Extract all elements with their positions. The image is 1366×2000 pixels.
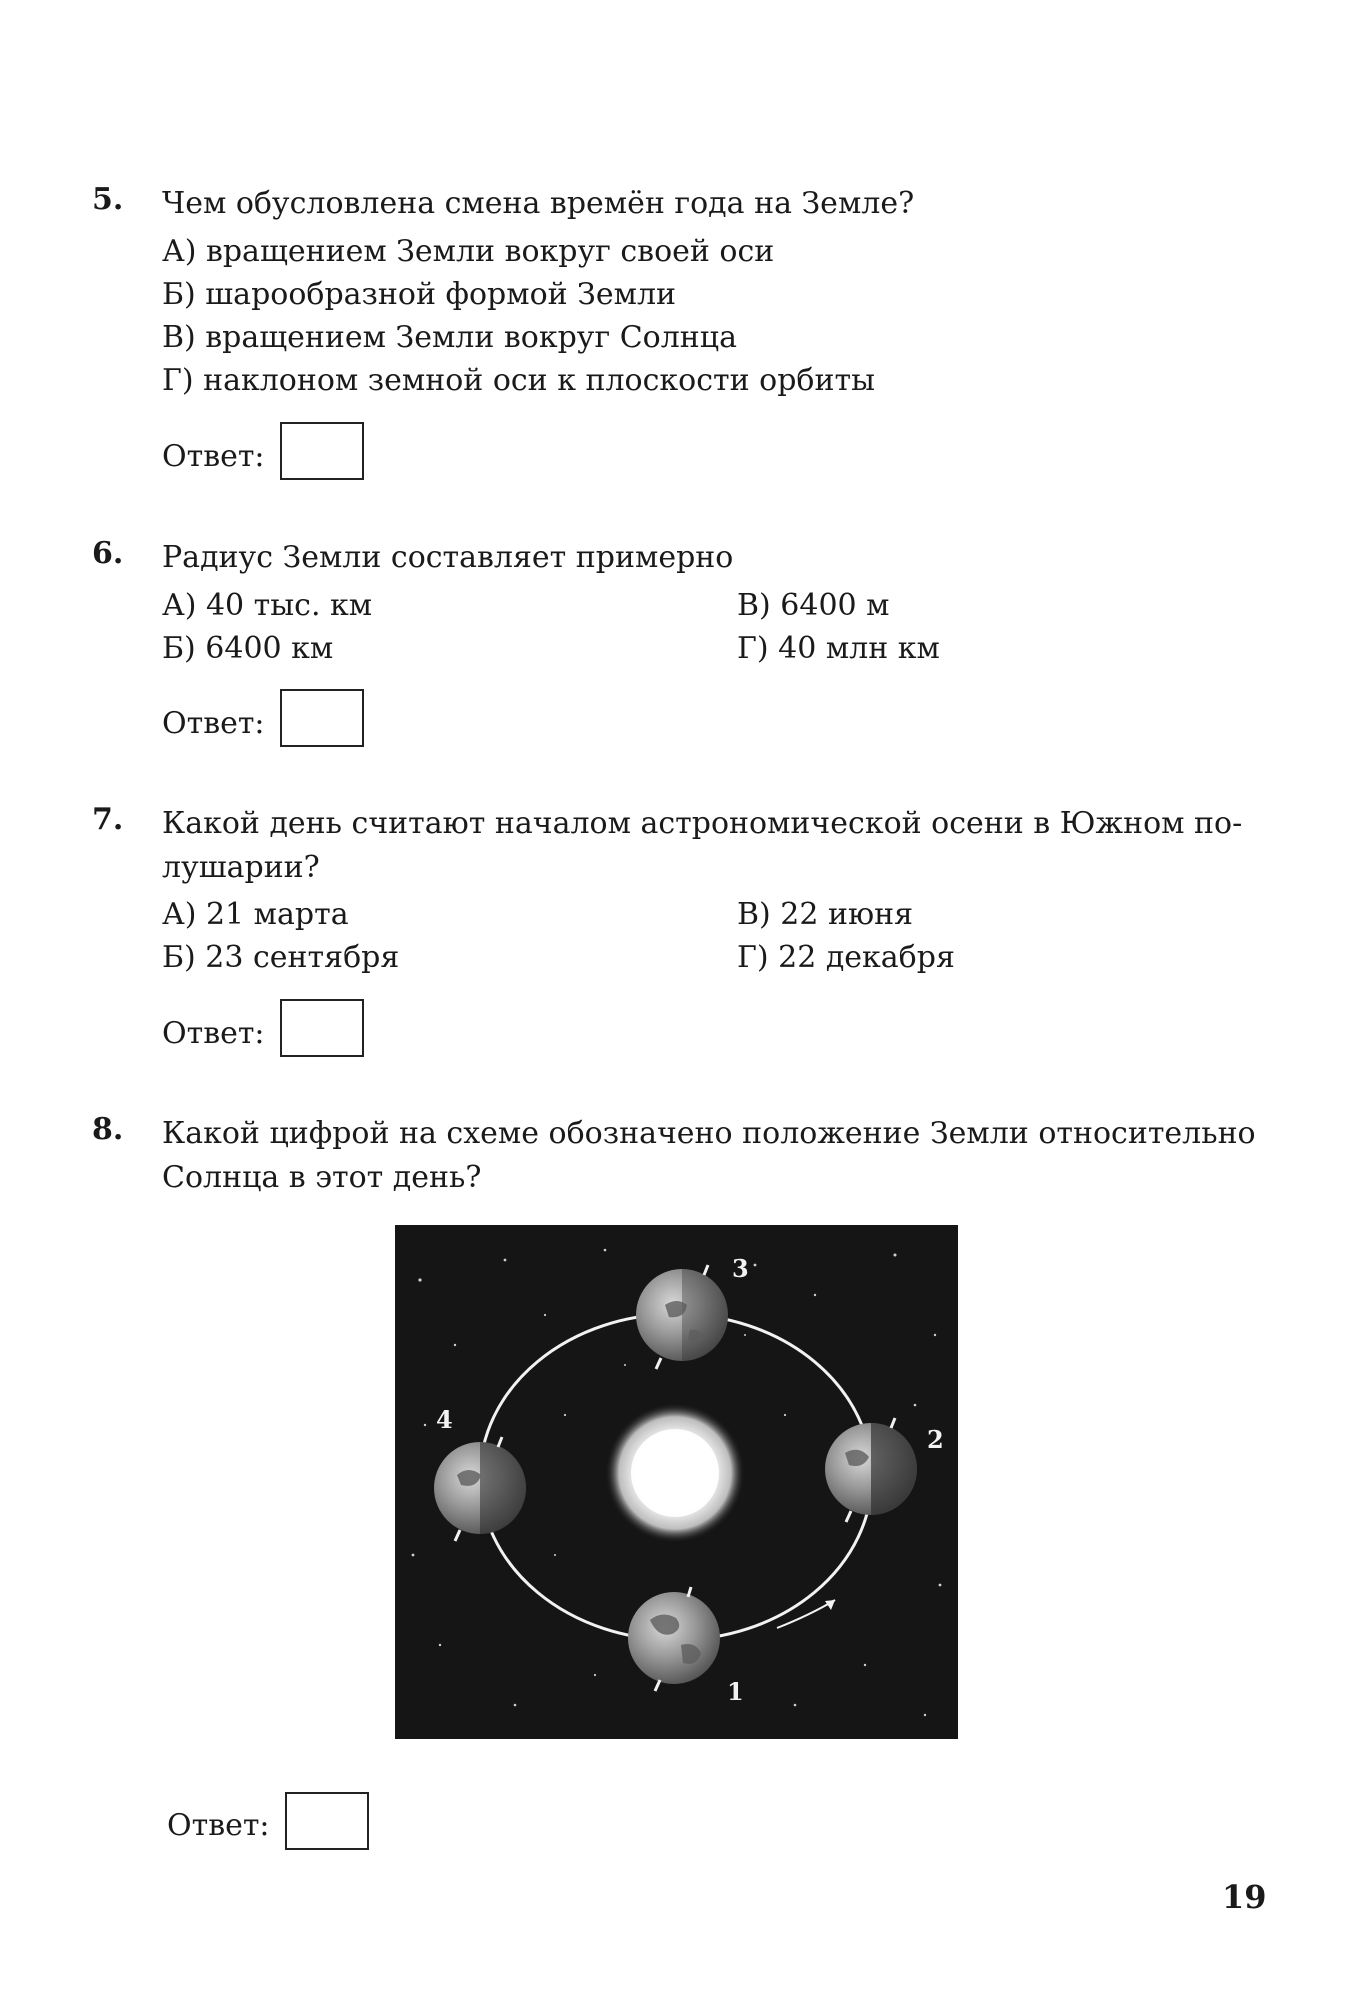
- task-8-answer-box[interactable]: [285, 1792, 369, 1850]
- question-line-1: Какой цифрой на схеме обозначено положение Земли относительно: [162, 1116, 1256, 1151]
- question-line-1: Какой день считают началом астрономической осени в Южном по-: [162, 806, 1243, 841]
- option-b[interactable]: Б) 6400 км: [162, 631, 334, 666]
- option-a[interactable]: А) 40 тыс. км: [162, 588, 373, 623]
- orbit-svg: [395, 1225, 958, 1739]
- option-d[interactable]: Г) наклоном земной оси к плоскости орбиты: [162, 363, 875, 398]
- option-c[interactable]: В) вращением Земли вокруг Солнца: [162, 320, 737, 355]
- direction-arrow: [777, 1600, 835, 1628]
- task-number: 6.: [92, 536, 124, 571]
- earth-position-2[interactable]: [825, 1418, 917, 1522]
- earth-position-4[interactable]: [434, 1437, 526, 1541]
- question-line-2: Солнца в этот день?: [162, 1160, 482, 1195]
- earth-orbit-diagram: [395, 1225, 958, 1739]
- answer-box[interactable]: [280, 999, 364, 1057]
- option-b[interactable]: Б) шарообразной формой Земли: [162, 277, 676, 312]
- page-number: 19: [1222, 1878, 1267, 1916]
- answer-box[interactable]: [280, 422, 364, 480]
- task-number: 7.: [92, 802, 124, 837]
- label-3: 3: [732, 1254, 749, 1283]
- earth-position-3[interactable]: [636, 1265, 728, 1369]
- question-text: Чем обусловлена смена времён года на Земле?: [162, 186, 915, 221]
- option-a[interactable]: А) 21 марта: [162, 897, 349, 932]
- option-a[interactable]: А) вращением Земли вокруг своей оси: [162, 234, 775, 269]
- option-c[interactable]: В) 6400 м: [737, 588, 890, 623]
- option-d[interactable]: Г) 22 декабря: [737, 940, 955, 975]
- question-text: [162, 1112, 1272, 1200]
- task-8-answer-label: Ответ:: [167, 1808, 270, 1843]
- task-number: 8.: [92, 1112, 124, 1147]
- answer-box[interactable]: [280, 689, 364, 747]
- question-text: [162, 802, 1272, 890]
- answer-label: Ответ:: [162, 706, 265, 741]
- option-d[interactable]: Г) 40 млн км: [737, 631, 940, 666]
- label-2: 2: [927, 1425, 944, 1454]
- answer-label: Ответ:: [162, 439, 265, 474]
- question-text: Радиус Земли составляет примерно: [162, 540, 734, 575]
- label-1: 1: [727, 1677, 744, 1706]
- label-4: 4: [436, 1405, 453, 1434]
- sun-core: [631, 1429, 719, 1517]
- option-c[interactable]: В) 22 июня: [737, 897, 914, 932]
- question-line-2: лушарии?: [162, 850, 320, 885]
- task-number: 5.: [92, 182, 124, 217]
- earth-position-1[interactable]: [628, 1587, 720, 1691]
- option-b[interactable]: Б) 23 сентября: [162, 940, 400, 975]
- answer-label: Ответ:: [162, 1016, 265, 1051]
